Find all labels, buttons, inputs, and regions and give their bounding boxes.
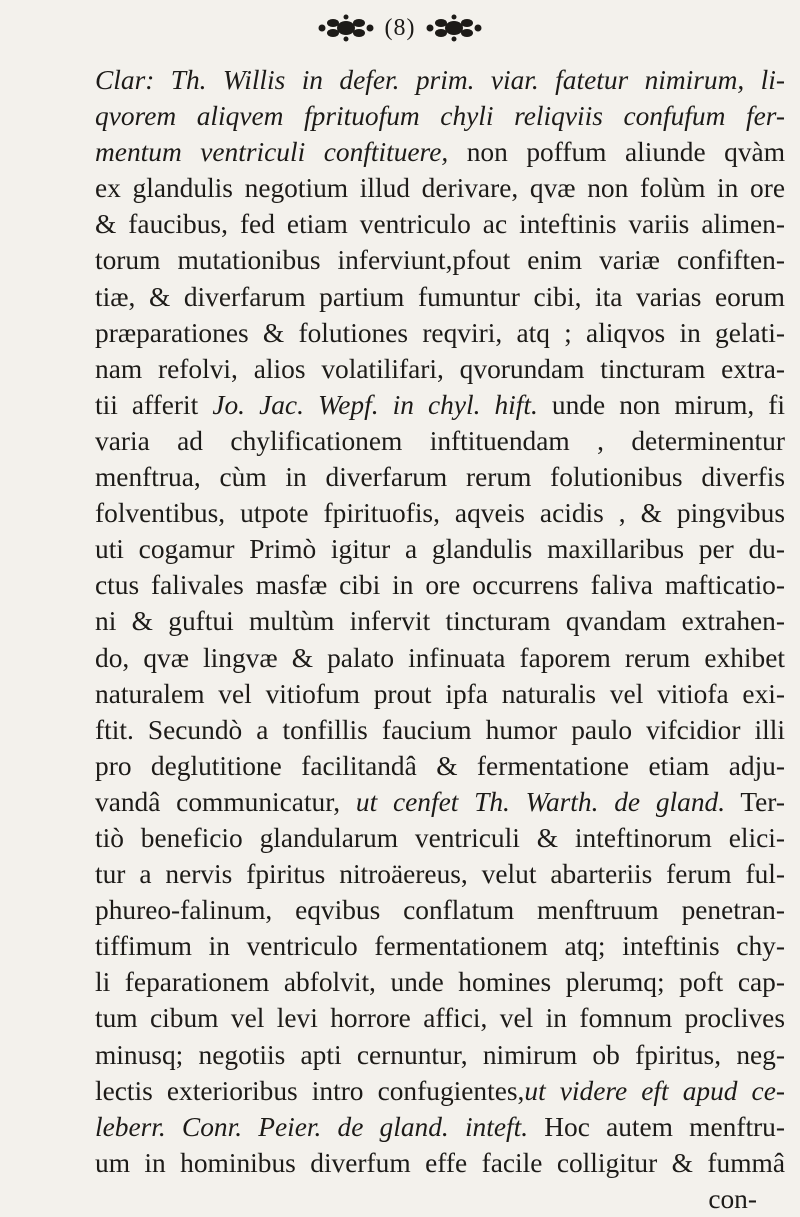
text-segment: minusq; negotiis apti cernuntur, nimirum ob fpiritus, neg- <box>95 1039 785 1070</box>
text-segment: qvorem aliqvem fprituofum chyli reliqviis confufum fer- <box>95 101 785 132</box>
text-line <box>95 98 785 134</box>
text-segment: naturalem vel vitiofum prout ipfa naturalis vel vitiofa exi- <box>95 678 785 709</box>
text-line <box>95 62 785 98</box>
text-line <box>95 1073 785 1109</box>
body-text <box>95 62 785 1217</box>
text-line <box>95 603 785 639</box>
text-segment: ctus falivales masfæ cibi in ore occurrens faliva mafticatio- <box>95 570 785 601</box>
text-segment: Clar: Th. Willis in defer. prim. viar. fatetur nimirum, li- <box>95 65 785 95</box>
text-line <box>95 459 785 495</box>
text-line <box>95 856 785 892</box>
text-line <box>95 1037 785 1073</box>
text-segment: ut cenfet Th. Warth. de gland. <box>355 786 726 817</box>
text-segment: torum mutationibus inferviunt,pfout enim variæ confiften- <box>95 245 785 276</box>
text-line <box>95 676 785 712</box>
text-line <box>95 1181 785 1217</box>
text-segment: li feparationem abfolvit, unde homines plerumq; poft cap- <box>95 967 785 998</box>
text-line <box>95 206 785 242</box>
text-segment: lectis exterioribus intro confugientes, <box>95 1075 525 1106</box>
text-segment: tiffimum in ventriculo fermentationem atq; inteftinis chy- <box>95 931 785 962</box>
text-line <box>95 712 785 748</box>
text-line <box>95 531 785 567</box>
text-segment: præparationes & folutiones reqviri, atq ; aliqvos in gelati- <box>95 317 785 348</box>
text-segment: Jo. Jac. Wepf. in chyl. hift. <box>212 389 538 420</box>
text-segment: unde non mirum, fi <box>537 389 785 420</box>
text-line <box>95 640 785 676</box>
text-line <box>95 387 785 423</box>
text-segment: ex glandulis negotium illud derivare, qvæ non folùm in ore <box>95 173 785 204</box>
text-line <box>95 279 785 315</box>
text-line <box>95 784 785 820</box>
text-line <box>95 820 785 856</box>
text-segment: pro deglutitione facilitandâ & fermentatione etiam adju- <box>95 750 785 781</box>
text-segment: Hoc autem menftru- <box>528 1111 785 1142</box>
text-segment: menftrua, cùm in diverfarum rerum folutionibus diverfis <box>95 462 785 493</box>
text-line <box>95 748 785 784</box>
text-line <box>95 892 785 928</box>
page-header <box>0 6 800 50</box>
text-line <box>95 351 785 387</box>
text-segment: folventibus, utpote fpirituofis, aqveis acidis , & pingvibus <box>95 498 785 529</box>
text-line <box>95 928 785 964</box>
text-segment: varia ad chylificationem inftituendam , determinentur <box>95 425 785 456</box>
text-segment: & faucibus, fed etiam ventriculo ac inteftinis variis alimen- <box>95 209 785 240</box>
text-segment: non poffum aliunde qvàm <box>448 137 785 168</box>
text-line <box>95 1000 785 1036</box>
text-segment: tiò beneficio glandularum ventriculi & inteftinorum elici- <box>95 822 785 853</box>
text-segment: do, qvæ lingvæ & palato infinuata faporem rerum exhibet <box>95 642 785 673</box>
text-segment: leberr. Conr. Peier. de gland. inteft. <box>95 1111 529 1142</box>
text-segment: Ter- <box>725 786 785 817</box>
text-segment: tum cibum vel levi horrore affici, vel in fomnum proclives <box>95 1003 785 1034</box>
text-segment: uti cogamur Primò igitur a glandulis maxillaribus per du- <box>95 534 785 565</box>
text-segment: ftit. Secundò a tonfillis faucium humor paulo vifcidior illi <box>95 714 785 745</box>
fleuron-ornament-icon <box>317 13 375 43</box>
text-segment: nam refolvi, alios volatilifari, qvorundam tincturam extra- <box>95 353 785 384</box>
text-line <box>95 567 785 603</box>
text-line <box>95 964 785 1000</box>
text-segment: phureo-falinum, eqvibus conflatum menftruum penetran- <box>95 895 785 926</box>
text-line <box>95 170 785 206</box>
text-line <box>95 495 785 531</box>
text-segment: vandâ communicatur, <box>95 786 356 817</box>
text-line <box>95 1145 785 1181</box>
text-line <box>95 423 785 459</box>
text-line <box>95 315 785 351</box>
text-segment: um in hominibus diverfum effe facile colligitur & fummâ <box>95 1147 785 1178</box>
text-segment: ni & guftui multùm infervit tincturam qvandam extrahen- <box>95 606 785 637</box>
text-segment: ut videre eft apud ce- <box>524 1075 785 1106</box>
text-line <box>95 242 785 278</box>
text-segment: tur a nervis fpiritus nitroäereus, velut abarteriis ferum ful- <box>95 859 785 890</box>
text-segment: mentum ventriculi conftituere, <box>95 137 449 168</box>
text-line <box>95 1109 785 1145</box>
text-segment: tiæ, & diverfarum partium fumuntur cibi, ita varias eorum <box>95 281 785 312</box>
fleuron-ornament-icon <box>425 13 483 43</box>
text-segment: tii afferit <box>95 389 213 420</box>
page-number: (8) <box>384 14 416 41</box>
text-line <box>95 134 785 170</box>
text-segment: con- <box>708 1183 757 1214</box>
